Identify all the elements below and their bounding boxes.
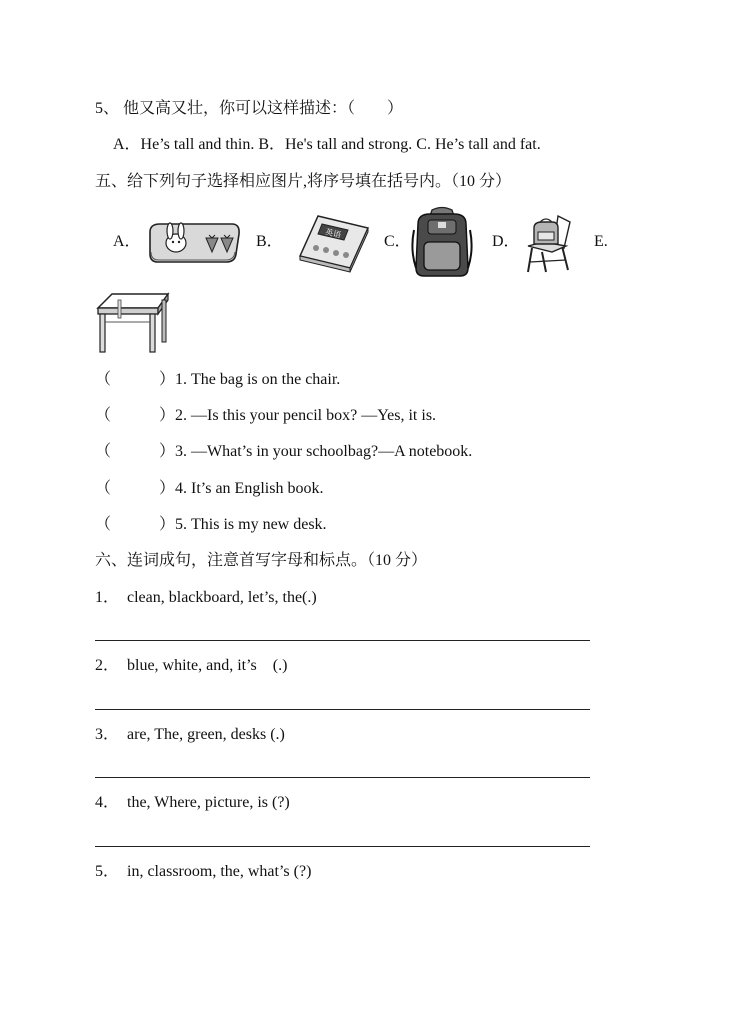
section-5-heading: 五、给下列句子选择相应图片,将序号填在括号内。（10 分）: [95, 173, 512, 190]
picture-label-d: D．: [492, 233, 520, 250]
question-5: 5、 他又高又壮，你可以这样描述：（ ）: [95, 100, 404, 117]
picture-label-c: C．: [384, 233, 411, 250]
picture-label-b: B．: [256, 233, 283, 250]
schoolbag-picture: [410, 206, 474, 278]
word-order-item-1: 1． clean, blackboard, let’s, the(.): [95, 589, 317, 606]
word-order-item-4: 4． the, Where, picture, is (?): [95, 794, 290, 811]
answer-line-1[interactable]: [95, 640, 590, 641]
matching-item-2: （ ）2. —Is this your pencil box? —Yes, it is.: [95, 407, 437, 424]
matching-item-1: （ ）1. The bag is on the chair.: [95, 371, 341, 388]
matching-item-4: （ ）4. It’s an English book.: [95, 480, 324, 497]
word-order-item-5: 5． in, classroom, the, what’s (?): [95, 863, 312, 880]
answer-line-3[interactable]: [95, 777, 590, 778]
english-book-picture: [294, 210, 374, 274]
picture-label-a: A．: [113, 233, 141, 250]
book-cover-title: 英语: [324, 227, 342, 240]
matching-item-3: （ ）3. —What’s in your schoolbag?—A notebook.: [95, 443, 473, 460]
question-5-options: A．He’s tall and thin. B．He's tall and strong. C. He’s tall and fat.: [113, 136, 541, 153]
word-order-item-2: 2． blue, white, and, it’s (.): [95, 657, 288, 674]
answer-line-2[interactable]: [95, 709, 590, 710]
desk-picture: [96, 292, 170, 356]
section-6-heading: 六、连词成句，注意首写字母和标点。（10 分）: [95, 552, 428, 569]
matching-item-5: （ ）5. This is my new desk.: [95, 516, 327, 533]
answer-line-4[interactable]: [95, 846, 590, 847]
picture-label-e: E.: [594, 233, 608, 250]
bag-on-chair-picture: [522, 214, 576, 274]
word-order-item-3: 3． are, The, green, desks (.): [95, 726, 285, 743]
pencil-box-picture: [146, 218, 242, 266]
